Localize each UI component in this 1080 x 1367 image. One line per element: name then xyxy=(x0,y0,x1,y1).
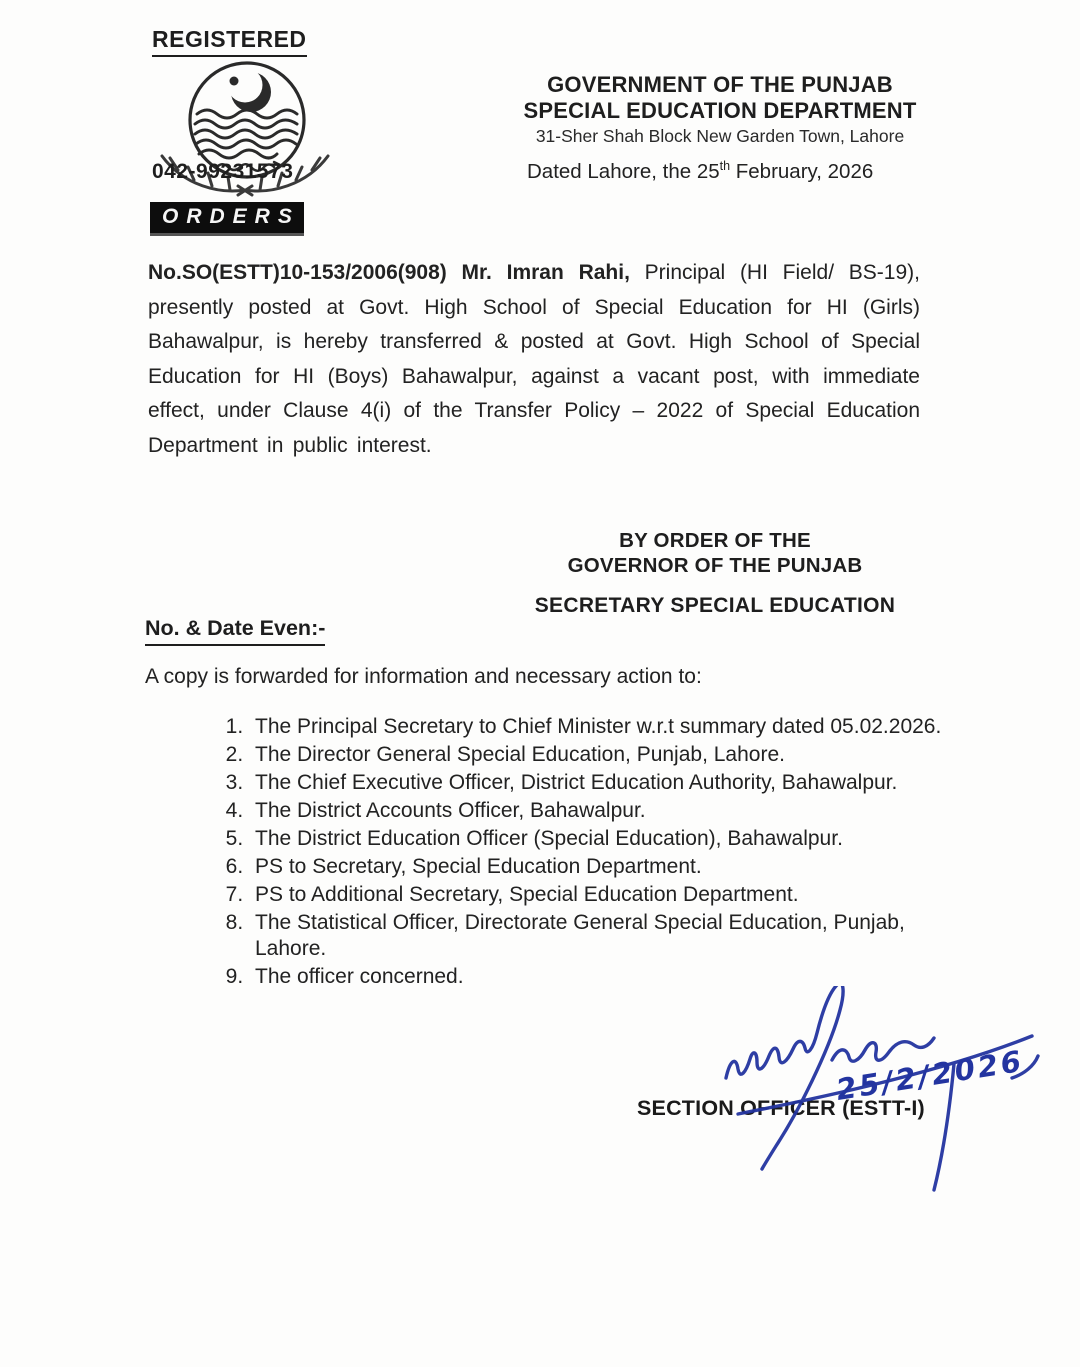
no-and-date-even-label: No. & Date Even:- xyxy=(145,616,325,646)
secretary-title: SECRETARY SPECIAL EDUCATION xyxy=(534,594,896,617)
letter-date-ordinal: th xyxy=(719,159,731,174)
letter-date-prefix: Dated Lahore, the 25 xyxy=(527,160,720,183)
distribution-item: 3. The Chief Executive Officer, District Education Authority, Bahawalpur. xyxy=(249,770,949,796)
orders-stamp: ORDERS xyxy=(150,202,304,236)
distribution-item: 4. The District Accounts Officer, Bahawalpur. xyxy=(249,798,949,824)
distribution-item: 2. The Director General Special Education, Punjab, Lahore. xyxy=(249,742,949,768)
distribution-item: 8. The Statistical Officer, Directorate General Special Education, Punjab, Lahore. xyxy=(249,910,949,962)
letter-date-suffix: February, 2026 xyxy=(730,160,874,183)
by-order-block xyxy=(455,528,975,578)
letterhead xyxy=(500,72,940,147)
section-officer-title: SECTION OFFICER (ESTT-I) xyxy=(637,1096,925,1120)
handwritten-date: 25/2/2026 xyxy=(833,1043,1027,1107)
distribution-item: 9. The officer concerned. xyxy=(249,964,949,990)
distribution-item: 7. PS to Additional Secretary, Special Education Department. xyxy=(249,882,949,908)
office-phone-number: 042-99231573 xyxy=(152,160,294,183)
order-body-text: Principal (HI Field/ BS-19), presently posted at Govt. High School of Special Education for HI (Girls) Bahawalpur, is hereby transferred & posted at Govt. High School of Special Education for HI (Boys) Bahawalpur, against a vacant post, with immediate effect, under Clause 4(i) of the Transfer Policy – 2022 of Special Education Department in public interest. xyxy=(148,261,920,457)
by-order-line2: GOVERNOR OF THE PUNJAB xyxy=(567,554,863,577)
distribution-item: 1. The Principal Secretary to Chief Minister w.r.t summary dated 05.02.2026. xyxy=(249,714,949,740)
distribution-list xyxy=(205,714,949,992)
copy-forwarded-line: A copy is forwarded for information and necessary action to: xyxy=(145,665,702,688)
by-order-line1: BY ORDER OF THE xyxy=(619,529,811,552)
letterhead-government-line: GOVERNMENT OF THE PUNJAB xyxy=(547,72,893,97)
letter-date xyxy=(527,160,873,184)
order-body-paragraph xyxy=(148,256,920,463)
distribution-item: 5. The District Education Officer (Special Education), Bahawalpur. xyxy=(249,826,949,852)
registered-stamp: REGISTERED xyxy=(152,26,307,57)
distribution-item: 6. PS to Secretary, Special Education Department. xyxy=(249,854,949,880)
signature-ink xyxy=(680,986,1060,1201)
order-reference-number: No.SO(ESTT)10-153/2006(908) Mr. Imran Rahi, xyxy=(148,261,630,284)
letterhead-department-line: SPECIAL EDUCATION DEPARTMENT xyxy=(523,98,917,123)
letterhead-address: 31-Sher Shah Block New Garden Town, Lahore xyxy=(535,126,905,146)
